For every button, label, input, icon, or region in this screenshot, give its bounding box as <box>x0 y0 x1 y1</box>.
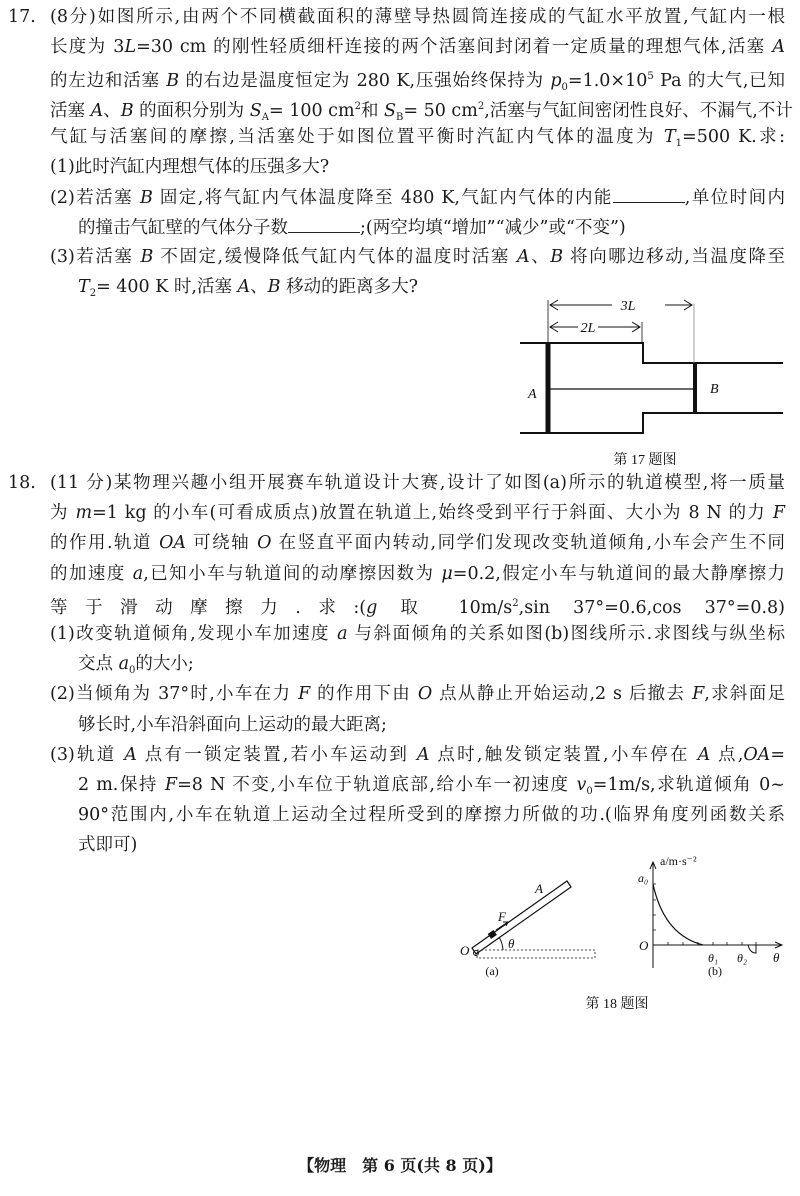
text-run: 固定,将气缸内气体温度降至 480 K,气缸内气体的内能 <box>152 188 613 208</box>
text-run: (3)若活塞 <box>50 247 141 267</box>
math-symbol: B <box>120 101 134 121</box>
text-run: 的作用.轨道 <box>50 533 160 554</box>
text-run: =8 N 不变,小车位于轨道底部,给小车一初速度 <box>177 775 577 795</box>
label-a0: a₀ <box>638 871 649 885</box>
text-run: (3)轨道 <box>50 744 125 765</box>
text-run: 够长时,小车沿斜面向上运动的最大距离; <box>78 714 387 735</box>
math-symbol: A <box>237 277 251 297</box>
text-run: 不固定,缓慢降低气缸内气体的温度时活塞 <box>153 247 518 267</box>
text-run: 点, <box>710 744 744 765</box>
math-symbol: a <box>118 654 130 675</box>
math-symbol: B <box>140 247 154 267</box>
text-run: =500 K.求: <box>682 127 785 147</box>
text-run: Pa 的大气,已知 <box>653 71 785 91</box>
text-run: 2 m.保持 <box>78 775 165 795</box>
text-run: (11 分)某物理兴趣小组开展赛车轨道设计大赛,设计了如图(a)所示的轨道模型,将一质量 <box>50 473 785 493</box>
text-run: = 50 cm <box>403 101 478 121</box>
text-run: 的加速度 <box>50 563 133 584</box>
figure-18-caption: 第 18 题图 <box>585 997 649 1012</box>
cylinder-top-wall <box>520 343 783 363</box>
math-symbol: m <box>75 503 93 524</box>
page-footer: 【物理 第 6 页(共 8 页)】 <box>298 1156 502 1175</box>
text-run: (1)此时汽缸内理想气体的压强多大? <box>50 157 330 177</box>
text-run: 点从静止开始运动,2 s 后撤去 <box>432 684 693 705</box>
subscript: A <box>261 112 269 123</box>
angle-arc <box>499 937 503 950</box>
text-run: =1 kg 的小车(可看成质点)放置在轨道上,始终受到平行于斜面、大小为 8 N 的力 <box>92 503 773 524</box>
math-symbol: T <box>78 277 90 297</box>
subscript: 0 <box>129 665 136 677</box>
text-run: ,单位时间内 <box>684 188 785 208</box>
label-2l: 2L <box>580 321 596 336</box>
axis-x-label: θ <box>773 950 780 965</box>
label-3l: 3L <box>620 299 636 314</box>
math-symbol: S <box>249 101 262 121</box>
superscript: 2 <box>512 597 519 609</box>
text-run: ,已知小车与轨道间的动摩擦因数为 <box>143 563 442 584</box>
text-run: =30 cm 的刚性轻质细杆连接的两个活塞间封闭着一定质量的理想气体,活塞 <box>136 37 773 57</box>
text-run: 移动的距离多大? <box>280 277 418 297</box>
subscript: 0 <box>586 786 593 797</box>
text-run: 取 10m/s <box>377 597 513 618</box>
text-run: 为 <box>50 503 76 524</box>
math-symbol: g <box>366 597 378 618</box>
dotted-base <box>477 950 595 958</box>
text-run: 式即可) <box>78 835 138 856</box>
superscript: 2 <box>477 101 485 112</box>
axis-y-label: a/m·s⁻² <box>660 854 697 868</box>
text-run: 的撞击气缸壁的气体分子数 <box>78 218 288 238</box>
track-rail <box>472 881 571 954</box>
figure-17-caption: 第 17 题图 <box>613 453 677 468</box>
math-symbol: A <box>517 247 530 267</box>
text-run: =1m/s,求轨道倾角 0~ <box>592 775 785 795</box>
text-run: =1.0×10 <box>567 71 648 91</box>
text-run: 和 <box>360 101 385 121</box>
text-run: 将向哪边移动,当温度降至 <box>563 247 785 267</box>
math-symbol: F <box>692 684 705 705</box>
math-symbol: A <box>772 37 785 57</box>
text-run: 可绕轴 <box>186 533 258 554</box>
math-symbol: O <box>417 684 433 705</box>
math-symbol: A <box>697 744 711 765</box>
math-symbol: A <box>90 101 104 121</box>
math-symbol: L <box>124 37 137 57</box>
math-symbol: S <box>384 101 397 121</box>
math-symbol: B <box>139 188 153 208</box>
x-axis <box>653 942 782 948</box>
math-symbol: OA <box>159 533 187 554</box>
theta2-label: θ₂ <box>737 951 748 965</box>
text-run: (2)当倾角为 37°时,小车在力 <box>50 684 299 705</box>
origin-label: O <box>639 938 649 953</box>
text-run: ,sin 37°=0.6,cos 37°=0.8) <box>518 597 785 618</box>
text-run: 长度为 3 <box>50 37 125 57</box>
theta1-label: θ₁ <box>708 951 719 965</box>
label-piston-a: A <box>528 387 537 402</box>
label-fig-a: (a) <box>485 964 499 978</box>
label-piston-b: B <box>710 382 719 397</box>
math-symbol: F <box>772 503 785 524</box>
text-run: 的右边是温度恒定为 280 K,压强始终保持为 <box>179 71 551 91</box>
q17-number: 17. <box>8 7 36 27</box>
math-symbol: OA <box>743 744 771 765</box>
text-run: = 400 K 时,活塞 <box>96 277 238 297</box>
math-symbol: a <box>337 624 348 644</box>
label-theta: θ <box>508 936 515 951</box>
label-fig-b: (b) <box>708 964 722 978</box>
q18-number: 18. <box>8 473 36 493</box>
math-symbol: B <box>267 277 281 297</box>
cylinder-bottom-wall <box>520 413 783 433</box>
superscript: 2 <box>354 101 361 112</box>
math-symbol: B <box>550 247 564 267</box>
text-run: 、 <box>103 101 121 121</box>
text-run: ;(两空均填“增加”“减少”或“不变”) <box>360 218 626 238</box>
math-symbol: F <box>164 775 178 795</box>
text-run: 90°范围内,小车在轨道上运动全过程所受到的摩擦力所做的功.(临界角度列函数关系 <box>78 805 785 826</box>
math-symbol: B <box>166 71 180 91</box>
math-symbol: T <box>663 127 676 147</box>
text-run: 在竖直平面内转动,同学们发现改变轨道倾角,小车会产生不同 <box>271 533 785 554</box>
text-run: (8分)如图所示,由两个不同横截面积的薄壁导热圆筒连接成的气缸水平放置,气缸内一根 <box>50 7 785 27</box>
text-run: = <box>770 744 785 765</box>
text-run: 的左边和活塞 <box>50 71 167 91</box>
text-run: (2)若活塞 <box>50 188 140 208</box>
text-run: 的面积分别为 <box>133 101 250 121</box>
text-run: (1)改变轨道倾角,发现小车加速度 <box>50 624 338 644</box>
text-run: 点时,触发锁定装置,小车停在 <box>429 744 698 765</box>
text-run: 、 <box>529 247 551 267</box>
subscript: B <box>396 112 404 123</box>
math-symbol: O <box>257 533 272 554</box>
text-run: 点有一锁定装置,若小车运动到 <box>136 744 417 765</box>
subscript: 0 <box>561 82 568 93</box>
label-force: F <box>498 909 506 924</box>
text-run: 、 <box>250 277 268 297</box>
text-run: ,活塞与气缸间密闭性良好、不漏气,不计 <box>484 101 793 121</box>
math-symbol: μ <box>441 563 453 584</box>
figure-18a-track <box>472 881 595 958</box>
math-symbol: A <box>416 744 430 765</box>
subscript: 2 <box>89 288 97 299</box>
text-run: 交点 <box>78 654 119 675</box>
math-symbol: F <box>298 684 311 705</box>
text-run: = 100 cm <box>268 101 355 121</box>
superscript: 5 <box>647 71 654 82</box>
subscript: 1 <box>675 138 683 149</box>
text-run: 等于滑动摩擦力.求:( <box>50 597 367 618</box>
math-symbol: a <box>132 563 144 584</box>
text-run: ,求斜面足 <box>704 684 785 705</box>
text-run: 活塞 <box>50 101 91 121</box>
label-a-point: A <box>535 881 543 896</box>
text-run: =0.2,假定小车与轨道间的最大静摩擦力 <box>452 563 786 584</box>
label-pivot-o: O <box>460 943 470 958</box>
curve-a-theta <box>653 884 703 945</box>
text-run: 与斜面倾角的关系如图(b)图线所示.求图线与纵坐标 <box>347 624 785 644</box>
math-symbol: A <box>124 744 137 765</box>
text-run: 的作用下由 <box>310 684 418 705</box>
figure-17-cylinder <box>520 300 783 433</box>
text-run: 气缸与活塞间的摩擦,当活塞处于如图位置平衡时汽缸内气体的温度为 <box>50 127 664 147</box>
small-arc <box>748 945 756 953</box>
text-run: 的大小; <box>135 654 194 675</box>
math-symbol: v <box>576 775 587 795</box>
math-symbol: p <box>550 71 562 91</box>
